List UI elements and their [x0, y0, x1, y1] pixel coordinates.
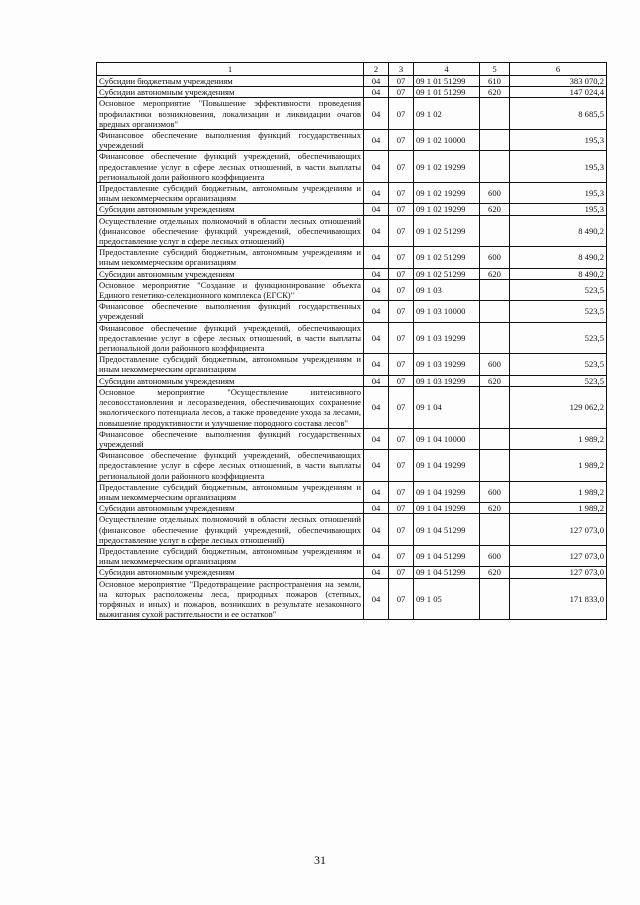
row-description: Основное мероприятие "Предотвращение распространения на земли, на которых расположены леса, природных пожаров (степных, торфяных и иных) и пожаров, возникших в результате незаконного выжигания сухой растительности и ее остатков" [97, 578, 364, 620]
row-expense-type [480, 514, 510, 546]
row-subsection: 07 [389, 428, 414, 449]
row-subsection: 07 [389, 386, 414, 428]
row-description: Предоставление субсидий бюджетным, автономным учреждениям и иным некоммерческим организациям [97, 481, 364, 502]
table-row [97, 87, 607, 98]
table-row [97, 279, 607, 300]
row-description: Субсидии автономным учреждениям [97, 268, 364, 279]
row-section: 04 [364, 386, 389, 428]
row-expense-type: 620 [480, 87, 510, 98]
row-expense-type [480, 450, 510, 482]
row-subsection: 07 [389, 204, 414, 215]
row-target-article: 09 1 05 [414, 578, 480, 620]
row-section: 04 [364, 130, 389, 151]
row-amount: 129 062,2 [510, 386, 607, 428]
row-description: Субсидии автономным учреждениям [97, 503, 364, 514]
row-target-article: 09 1 04 19299 [414, 450, 480, 482]
row-amount: 195,3 [510, 151, 607, 183]
row-section: 04 [364, 268, 389, 279]
table-row [97, 428, 607, 449]
row-expense-type: 620 [480, 268, 510, 279]
row-subsection: 07 [389, 301, 414, 322]
row-amount: 127 073,0 [510, 514, 607, 546]
row-amount: 523,5 [510, 301, 607, 322]
row-section: 04 [364, 567, 389, 578]
row-amount: 127 073,0 [510, 545, 607, 566]
row-description: Предоставление субсидий бюджетным, автономным учреждениям и иным некоммерческим организациям [97, 247, 364, 268]
row-expense-type: 620 [480, 204, 510, 215]
row-target-article: 09 1 02 51299 [414, 268, 480, 279]
row-description: Финансовое обеспечение выполнения функций государственных учреждений [97, 301, 364, 322]
row-description: Предоставление субсидий бюджетным, автономным учреждениям и иным некоммерческим организациям [97, 354, 364, 375]
row-amount: 383 070,2 [510, 76, 607, 87]
table-body [97, 76, 607, 620]
table-header-row [97, 63, 607, 76]
row-target-article: 09 1 04 10000 [414, 428, 480, 449]
table-row [97, 567, 607, 578]
table-row [97, 204, 607, 215]
row-description: Предоставление субсидий бюджетным, автономным учреждениям и иным некоммерческим организациям [97, 545, 364, 566]
table-row [97, 503, 607, 514]
row-target-article: 09 1 02 19299 [414, 151, 480, 183]
row-target-article: 09 1 04 19299 [414, 503, 480, 514]
row-amount: 523,5 [510, 322, 607, 354]
row-section: 04 [364, 87, 389, 98]
row-section: 04 [364, 428, 389, 449]
row-subsection: 07 [389, 578, 414, 620]
row-target-article: 09 1 02 10000 [414, 130, 480, 151]
row-section: 04 [364, 354, 389, 375]
row-section: 04 [364, 481, 389, 502]
row-subsection: 07 [389, 481, 414, 502]
column-header: 3 [389, 63, 414, 76]
row-section: 04 [364, 375, 389, 386]
row-target-article: 09 1 02 51299 [414, 247, 480, 268]
row-target-article: 09 1 01 51299 [414, 87, 480, 98]
row-section: 04 [364, 450, 389, 482]
table-row [97, 130, 607, 151]
row-subsection: 07 [389, 87, 414, 98]
table-row [97, 375, 607, 386]
row-expense-type [480, 98, 510, 130]
row-description: Субсидии автономным учреждениям [97, 87, 364, 98]
row-expense-type: 600 [480, 183, 510, 204]
row-expense-type: 600 [480, 247, 510, 268]
row-description: Финансовое обеспечение выполнения функций государственных учреждений [97, 130, 364, 151]
row-expense-type [480, 386, 510, 428]
row-expense-type: 620 [480, 375, 510, 386]
row-target-article: 09 1 01 51299 [414, 76, 480, 87]
row-amount: 8 490,2 [510, 247, 607, 268]
row-description: Финансовое обеспечение выполнения функций государственных учреждений [97, 428, 364, 449]
row-section: 04 [364, 514, 389, 546]
row-description: Финансовое обеспечение функций учреждений, обеспечивающих предоставление услуг в сфере лесных отношений, в части выплаты региональной доли районного коэффициента [97, 151, 364, 183]
row-expense-type: 610 [480, 76, 510, 87]
row-subsection: 07 [389, 98, 414, 130]
row-section: 04 [364, 204, 389, 215]
row-subsection: 07 [389, 503, 414, 514]
row-section: 04 [364, 301, 389, 322]
row-expense-type [480, 322, 510, 354]
table-row [97, 247, 607, 268]
row-amount: 1 989,2 [510, 428, 607, 449]
row-target-article: 09 1 03 19299 [414, 354, 480, 375]
row-amount: 8 490,2 [510, 268, 607, 279]
row-amount: 523,5 [510, 279, 607, 300]
row-subsection: 07 [389, 279, 414, 300]
row-target-article: 09 1 02 51299 [414, 215, 480, 247]
row-expense-type: 620 [480, 567, 510, 578]
column-header: 2 [364, 63, 389, 76]
row-amount: 523,5 [510, 354, 607, 375]
row-amount: 127 073,0 [510, 567, 607, 578]
row-section: 04 [364, 183, 389, 204]
row-amount: 195,3 [510, 183, 607, 204]
row-expense-type [480, 215, 510, 247]
row-expense-type: 600 [480, 481, 510, 502]
row-target-article: 09 1 02 19299 [414, 183, 480, 204]
row-section: 04 [364, 503, 389, 514]
row-description: Основное мероприятие "Осуществление интенсивного лесовосстановления и лесоразведения, обеспечивающих сохранение экологического потенциала лесов, а также проведение ухода за лесами, повышение продуктивности и улучшение породного состава лесов" [97, 386, 364, 428]
row-amount: 1 989,2 [510, 450, 607, 482]
row-expense-type [480, 130, 510, 151]
column-header: 1 [97, 63, 364, 76]
row-expense-type [480, 151, 510, 183]
row-section: 04 [364, 247, 389, 268]
row-target-article: 09 1 02 [414, 98, 480, 130]
row-subsection: 07 [389, 375, 414, 386]
row-target-article: 09 1 04 19299 [414, 481, 480, 502]
row-description: Субсидии автономным учреждениям [97, 375, 364, 386]
row-expense-type [480, 578, 510, 620]
row-expense-type [480, 301, 510, 322]
row-subsection: 07 [389, 514, 414, 546]
column-header: 6 [510, 63, 607, 76]
row-description: Субсидии бюджетным учреждениям [97, 76, 364, 87]
row-subsection: 07 [389, 183, 414, 204]
row-section: 04 [364, 76, 389, 87]
row-subsection: 07 [389, 354, 414, 375]
row-target-article: 09 1 03 19299 [414, 322, 480, 354]
row-subsection: 07 [389, 450, 414, 482]
row-expense-type: 620 [480, 503, 510, 514]
row-amount: 195,3 [510, 204, 607, 215]
row-description: Основное мероприятие "Повышение эффективности проведения профилактики возникновения, локализации и ликвидации очагов вредных организмов" [97, 98, 364, 130]
row-expense-type: 600 [480, 354, 510, 375]
table-row [97, 322, 607, 354]
row-target-article: 09 1 03 [414, 279, 480, 300]
table-row [97, 514, 607, 546]
row-section: 04 [364, 279, 389, 300]
row-amount: 523,5 [510, 375, 607, 386]
row-subsection: 07 [389, 247, 414, 268]
row-target-article: 09 1 02 19299 [414, 204, 480, 215]
table-row [97, 76, 607, 87]
row-amount: 195,3 [510, 130, 607, 151]
row-target-article: 09 1 03 19299 [414, 375, 480, 386]
table-row [97, 450, 607, 482]
row-description: Субсидии автономным учреждениям [97, 567, 364, 578]
table-row [97, 301, 607, 322]
row-description: Осуществление отдельных полномочий в области лесных отношений (финансовое обеспечение функций учреждений, обеспечивающих предоставление услуг в сфере лесных отношений) [97, 215, 364, 247]
row-subsection: 07 [389, 76, 414, 87]
table-row [97, 386, 607, 428]
row-expense-type [480, 279, 510, 300]
row-target-article: 09 1 04 [414, 386, 480, 428]
row-expense-type: 600 [480, 545, 510, 566]
row-subsection: 07 [389, 545, 414, 566]
table-row [97, 183, 607, 204]
budget-table [96, 62, 607, 620]
row-description: Субсидии автономным учреждениям [97, 204, 364, 215]
table-row [97, 151, 607, 183]
row-section: 04 [364, 151, 389, 183]
row-target-article: 09 1 04 51299 [414, 545, 480, 566]
row-target-article: 09 1 04 51299 [414, 567, 480, 578]
row-section: 04 [364, 545, 389, 566]
row-amount: 1 989,2 [510, 503, 607, 514]
row-section: 04 [364, 215, 389, 247]
row-section: 04 [364, 578, 389, 620]
row-amount: 1 989,2 [510, 481, 607, 502]
table-row [97, 98, 607, 130]
row-description: Осуществление отдельных полномочий в области лесных отношений (финансовое обеспечение функций учреждений, обеспечивающих предоставление услуг в сфере лесных отношений) [97, 514, 364, 546]
row-subsection: 07 [389, 215, 414, 247]
row-expense-type [480, 428, 510, 449]
row-amount: 171 833,0 [510, 578, 607, 620]
table-row [97, 545, 607, 566]
row-subsection: 07 [389, 130, 414, 151]
row-description: Финансовое обеспечение функций учреждений, обеспечивающих предоставление услуг в сфере лесных отношений, в части выплаты региональной доли районного коэффициента [97, 450, 364, 482]
table-row [97, 268, 607, 279]
row-subsection: 07 [389, 268, 414, 279]
table-row [97, 481, 607, 502]
column-header: 4 [414, 63, 480, 76]
row-amount: 147 024,4 [510, 87, 607, 98]
page-number: 31 [314, 853, 326, 867]
row-target-article: 09 1 04 51299 [414, 514, 480, 546]
row-amount: 8 685,5 [510, 98, 607, 130]
row-section: 04 [364, 98, 389, 130]
row-subsection: 07 [389, 322, 414, 354]
row-subsection: 07 [389, 151, 414, 183]
table-row [97, 215, 607, 247]
table-row [97, 354, 607, 375]
row-description: Предоставление субсидий бюджетным, автономным учреждениям и иным некоммерческим организациям [97, 183, 364, 204]
row-subsection: 07 [389, 567, 414, 578]
row-target-article: 09 1 03 10000 [414, 301, 480, 322]
row-amount: 8 490,2 [510, 215, 607, 247]
row-section: 04 [364, 322, 389, 354]
table-row [97, 578, 607, 620]
row-description: Основное мероприятие "Создание и функционирование объекта Единого генетико-селекционного комплекса (ЕГСК)" [97, 279, 364, 300]
row-description: Финансовое обеспечение функций учреждений, обеспечивающих предоставление услуг в сфере лесных отношений, в части выплаты региональной доли районного коэффициента [97, 322, 364, 354]
column-header: 5 [480, 63, 510, 76]
